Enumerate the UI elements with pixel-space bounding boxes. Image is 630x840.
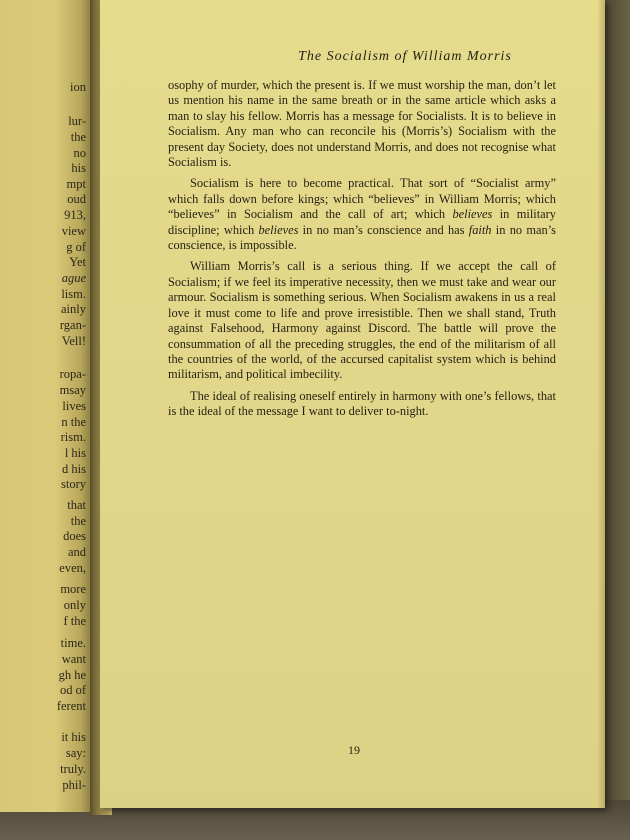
left-page-line: gh he	[58, 668, 86, 682]
left-page-line: f the	[63, 614, 86, 628]
page-number: 19	[348, 743, 360, 757]
left-page-line: od of	[59, 683, 86, 697]
left-page-line: no	[73, 146, 86, 160]
left-page-line: truly.	[60, 762, 86, 776]
body-text	[168, 78, 556, 426]
running-head: The Socialism of William Morris	[298, 49, 512, 64]
paragraph: Socialism is here to become practical. That sort of “Socialist army” which falls down before kings; which “believes” in William Morris; which “believes” in Socialism and the call of art; which believes in military discipline; which believes in no man’s conscience and has faith in no man’s conscience, is impossible.	[168, 176, 556, 253]
left-page-line: more	[60, 582, 86, 596]
left-page-text	[0, 0, 86, 812]
emphasis: believes	[452, 207, 493, 222]
left-page-line: rism.	[60, 430, 86, 444]
emphasis: believes	[258, 222, 299, 237]
left-page-line: l his	[64, 446, 86, 460]
left-page-line: ion	[70, 80, 86, 94]
left-page-line: the	[70, 514, 86, 528]
emphasis: faith	[468, 222, 492, 237]
paragraph: osophy of murder, which the present is. If we must worship the man, don’t let us mention his name in the same breath or in the same article which asks a man to slay his fellow. Morris has a message for Socialists. It is to believe in Socialism. Any man who can reconcile his (Morris’s) Socialism with the present day Society, does not understand Morris, and does not recognise what Socialism is.	[168, 78, 556, 170]
left-page-line: Vell!	[61, 334, 86, 348]
left-page-line: want	[61, 652, 86, 666]
left-facing-page	[0, 0, 98, 812]
right-page	[100, 0, 605, 808]
left-page-line: rgan-	[59, 318, 86, 332]
left-page-line: the	[70, 130, 86, 144]
left-page-line: lism.	[61, 287, 86, 301]
left-page-line: 913,	[64, 208, 86, 222]
left-page-line: ropa-	[59, 367, 86, 381]
left-page-line: oud	[67, 192, 86, 206]
paragraph: The ideal of realising oneself entirely in harmony with one’s fellows, that is the ideal of the message I want to deliver to-night.	[168, 388, 556, 419]
left-page-line: g of	[66, 240, 86, 254]
left-page-line: ainly	[61, 302, 86, 316]
left-page-line: and	[67, 545, 86, 559]
left-page-line: view	[61, 224, 86, 238]
left-page-line: does	[63, 529, 86, 543]
left-page-line: say:	[65, 746, 86, 760]
left-page-line: even,	[59, 561, 86, 575]
left-page-line: ferent	[56, 699, 86, 713]
left-page-line: story	[61, 477, 86, 491]
left-page-line: his	[71, 161, 86, 175]
left-page-line: n the	[61, 415, 86, 429]
left-page-line: msay	[59, 383, 86, 397]
left-page-line: it his	[61, 730, 86, 744]
left-page-line: mpt	[66, 177, 86, 191]
left-page-line: Yet	[69, 255, 86, 269]
left-page-line: phil-	[62, 778, 86, 792]
left-page-line: ague	[61, 271, 86, 285]
left-page-line: time.	[60, 636, 86, 650]
left-page-line: d his	[62, 462, 86, 476]
paragraph: William Morris’s call is a serious thing. If we accept the call of Socialism; if we feel its imperative necessity, then we must take and wear our armour. Socialism is something serious. When Socialism awakens in us a real love it must come to life and prove irresistible. Then we shall stand, Truth against Falsehood, Harmony against Discord. The battle will prove the consummation of all the preceding struggles, the end of the militarism of all the countries of the world, of the accursed capitalist system which is behind militarism, and political imbecility.	[168, 259, 556, 382]
left-page-line: only	[63, 598, 86, 612]
left-page-line: lur-	[68, 114, 86, 128]
left-page-line: that	[67, 498, 86, 512]
left-page-line: lives	[62, 399, 86, 413]
